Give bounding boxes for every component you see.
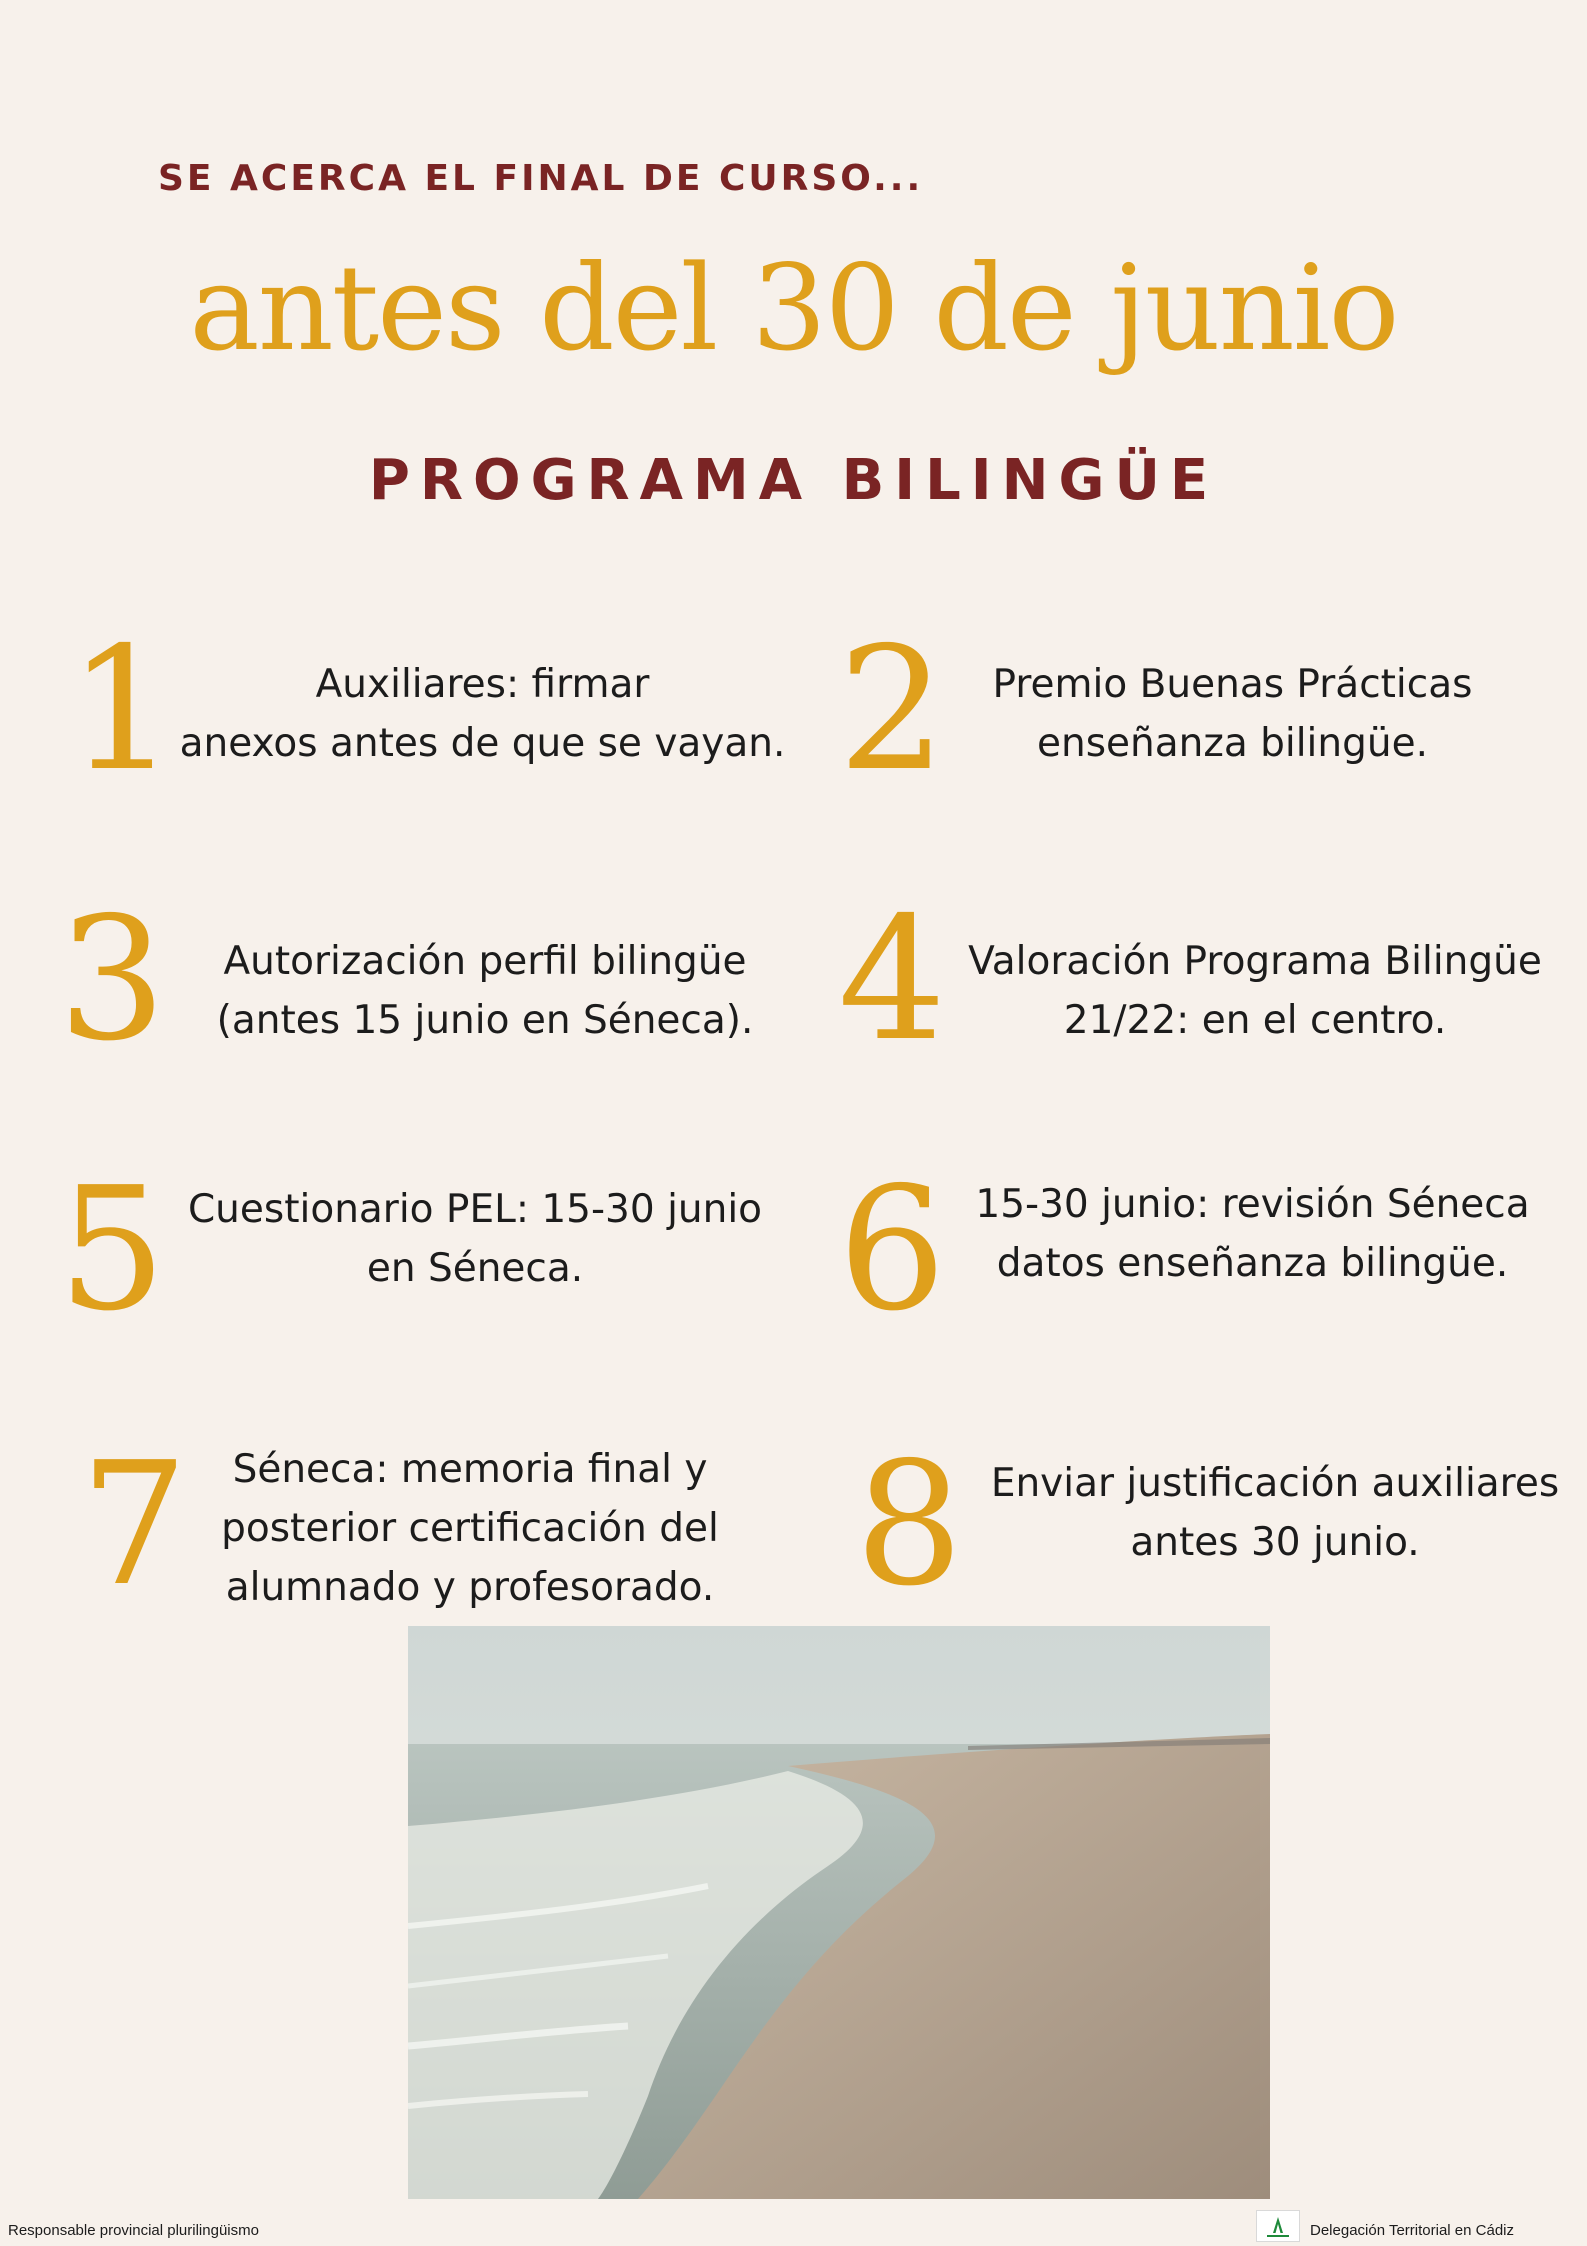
item-7-line-3: alumnado y profesorado.: [225, 1565, 715, 1610]
headline: antes del 30 de junio: [189, 239, 1398, 377]
item-text-2: [960, 655, 1505, 773]
item-5-line-1: Cuestionario PEL: 15-30 junio: [187, 1187, 763, 1232]
beach-photo: [408, 1626, 1270, 2199]
item-3-line-2: (antes 15 junio en Séneca).: [216, 998, 754, 1043]
item-number-6: 6: [838, 1151, 947, 1349]
item-text-4: [940, 932, 1570, 1050]
item-number-3: 3: [58, 881, 167, 1079]
junta-de-andalucia-logo-icon: [1256, 2210, 1300, 2242]
footer-responsible: Responsable provincial plurilingüismo: [8, 2222, 259, 2239]
item-1-line-1: Auxiliares: firmar: [315, 662, 650, 707]
kicker-text: SE ACERCA EL FINAL DE CURSO...: [158, 158, 924, 199]
item-number-1: 1: [68, 611, 177, 809]
item-number-5: 5: [58, 1151, 167, 1349]
item-text-3: [190, 932, 780, 1050]
program-title: PROGRAMA BILINGÜE: [368, 448, 1219, 513]
item-4-line-1: Valoración Programa Bilingüe: [968, 939, 1542, 984]
footer-delegation: Delegación Territorial en Cádiz: [1310, 2222, 1514, 2239]
item-number-4: 4: [838, 881, 947, 1079]
item-3-line-1: Autorización perfil bilingüe: [223, 939, 747, 984]
item-5-line-2: en Séneca.: [366, 1246, 584, 1291]
item-8-line-2: antes 30 junio.: [1130, 1520, 1420, 1565]
item-6-line-1: 15-30 junio: revisión Séneca: [975, 1182, 1530, 1227]
item-number-7: 7: [80, 1426, 189, 1624]
item-text-1: [160, 655, 805, 773]
item-7-line-2: posterior certificación del: [221, 1506, 719, 1551]
item-4-line-2: 21/22: en el centro.: [1063, 998, 1447, 1043]
item-number-2: 2: [838, 611, 947, 809]
item-text-5: [170, 1180, 780, 1298]
item-number-8: 8: [855, 1426, 964, 1624]
item-8-line-1: Enviar justificación auxiliares: [990, 1461, 1560, 1506]
item-text-7: [190, 1440, 750, 1617]
item-6-line-2: datos enseñanza bilingüe.: [996, 1241, 1509, 1286]
item-1-line-2: anexos antes de que se vayan.: [179, 721, 786, 766]
item-text-6: [960, 1175, 1545, 1293]
item-text-8: [970, 1454, 1580, 1572]
item-7-line-1: Séneca: memoria final y: [232, 1447, 708, 1492]
item-2-line-2: enseñanza bilingüe.: [1037, 721, 1428, 766]
item-2-line-1: Premio Buenas Prácticas: [992, 662, 1473, 707]
